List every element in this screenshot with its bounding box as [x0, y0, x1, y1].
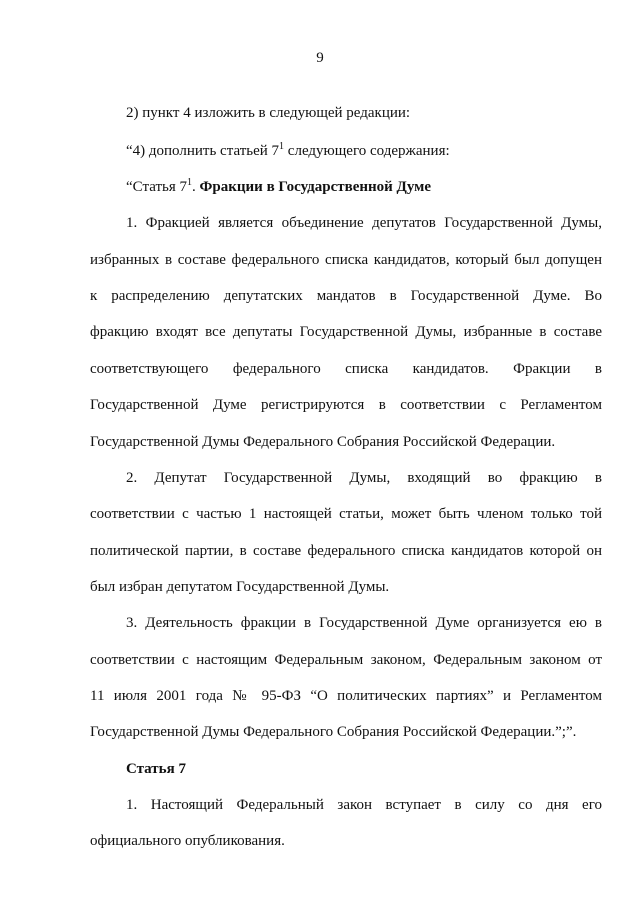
paragraph-line: Государственной Думы Федерального Собрания Российской Федерации.”;”. [90, 724, 577, 740]
paragraph-line: соответствии с частью 1 настоящей статьи, может быть членом только той [90, 506, 602, 522]
paragraph-line: избранных в составе федерального списка кандидатов, который был допущен [90, 252, 602, 268]
article-71-title: Фракции в Государственной Думе [199, 179, 432, 195]
intro-line-1: 2) пункт 4 изложить в следующей редакции: [126, 105, 411, 121]
paragraph-line: Государственной Думе регистрируются в соответствии с Регламентом [90, 397, 602, 413]
article-71-separator: . [192, 179, 200, 195]
paragraph-line: политической партии, в составе федерального списка кандидатов которой он [90, 543, 602, 559]
article-7-heading: Статья 7 [126, 761, 186, 777]
intro-line-2-tail: следующего содержания: [284, 143, 450, 159]
paragraph-line: 1. Настоящий Федеральный закон вступает в силу со дня его [126, 797, 602, 813]
article-71-prefix: “Статья 7 [126, 179, 188, 195]
intro-line-2-text: “4) дополнить статьей 7 [126, 143, 280, 159]
page-number: 9 [316, 50, 324, 66]
paragraph-line: Государственной Думы Федерального Собрания Российской Федерации. [90, 434, 556, 450]
superscript: 1 [187, 177, 193, 188]
paragraph-line: 3. Деятельность фракции в Государственной Думе организуется ею в [126, 615, 602, 631]
paragraph-line: 11 июля 2001 года № 95-ФЗ “О политических партиях” и Регламентом [90, 688, 602, 704]
paragraph-line: соответствии с настоящим Федеральным законом, Федеральным законом от [90, 652, 602, 668]
paragraph-line: фракцию входят все депутаты Государственной Думы, избранные в составе [90, 324, 602, 340]
paragraph-line: к распределению депутатских мандатов в Государственной Думе. Во [90, 288, 602, 304]
intro-line-2 [126, 141, 450, 161]
article-71-heading [126, 177, 431, 197]
paragraph-line: был избран депутатом Государственной Думы. [90, 579, 390, 595]
paragraph-line: соответствующего федерального списка кандидатов. Фракции в [90, 361, 602, 377]
superscript: 1 [279, 141, 285, 152]
paragraph-line: официального опубликования. [90, 833, 285, 849]
paragraph-line: 1. Фракцией является объединение депутатов Государственной Думы, [126, 215, 602, 231]
paragraph-line: 2. Депутат Государственной Думы, входящий во фракцию в [126, 470, 602, 486]
